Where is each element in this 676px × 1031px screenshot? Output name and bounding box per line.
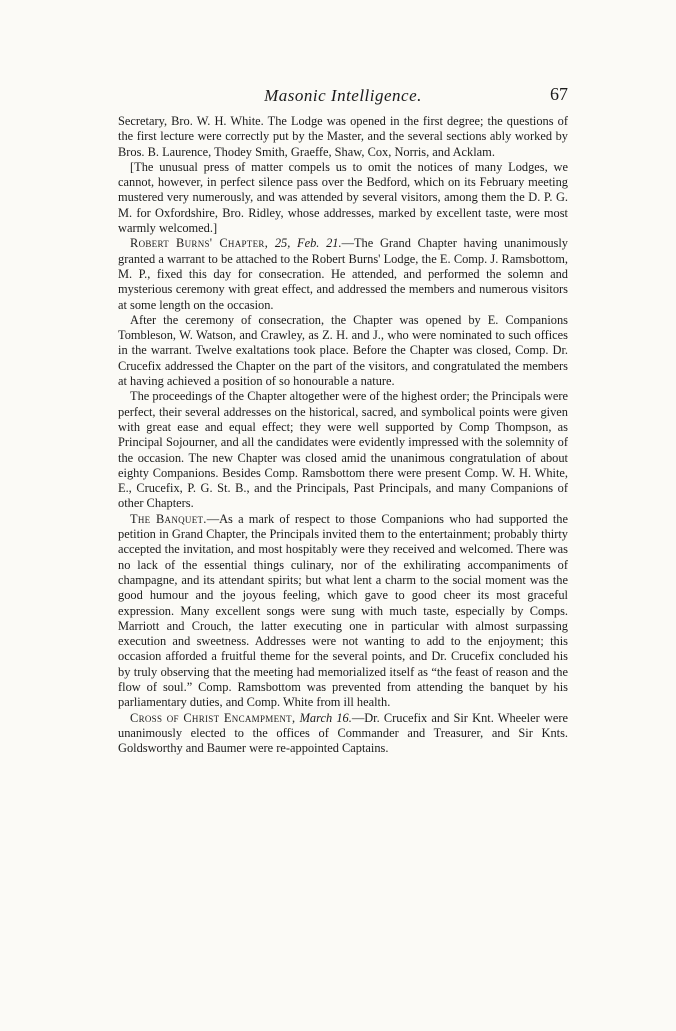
paragraph-consecration (118, 313, 568, 389)
page-number: 67 (550, 84, 568, 104)
paragraph-robert-burns-chapter (118, 236, 568, 312)
section-date: 25, Feb. 21. (274, 236, 342, 251)
document-page (118, 84, 568, 756)
paragraph-text: The proceedings of the Chapter altogether were of the highest order; the Principals were perfect, their several addresses on the historical, sacred, and symbolical points were given with great ease and equal effect; they were well supported by Comp Thompson, as Principal Sojourner, and all the candidates were evidently impressed with the solemnity of the occasion. The new Chapter was closed amid the unanimous congratulation of about eighty Companions. Besides Comp. Ramsbottom there were present Comp. W. H. White, E., Crucefix, P. G. St. B., and the Principals, Past Principals, and many Companions of other Chapters. (118, 389, 568, 511)
section-lead: Robert Burns' Chapter, (130, 236, 269, 251)
paragraph-text: After the ceremony of consecration, the Chapter was opened by E. Companions Tombleson, W. Watson, and Crawley, as Z. H. and J., who were nominated to such offices in the warrant. Twelve exaltations took place. Before the Chapter was closed, Comp. Dr. Crucefix addressed the Chapter on the part of the visitors, and congratulated the members at having achieved a position of so honourable a nature. (118, 312, 568, 389)
section-lead: The Banquet. (130, 511, 207, 526)
paragraph-lodge-secretary (118, 114, 568, 160)
paragraph-editorial-note (118, 160, 568, 236)
section-lead: Cross of Christ Encampment, (130, 710, 296, 725)
paragraph-text: —Dr. Crucefix and Sir Knt. Wheeler were unanimously elected to the offices of Commander and Treasurer, and Sir Knts. Goldsworthy and Baumer were re-appointed Captains. (118, 710, 568, 756)
paragraph-text: —As a mark of respect to those Companions who had supported the petition in Grand Chapter, the Principals invited them to the entertainment; probably thirty accepted the invitation, and most hospitably were they received and welcomed. There was no lack of the essential things culinary, nor of the exhilirating accompaniments of champagne, and its attendant spirits; but what lent a charm to the social moment was the good humour and the joyous feeling, which gave to good cheer its most graceful expression. Many excellent songs were sung with much taste, especially by Comps. Marriott and Crouch, the latter executing one in particular with almost surpassing execution and sweetness. Addresses were not wanting to add to the enjoyment; this occasion afforded a fruitful theme for the several points, and Dr. Crucefix concluded his by truly observing that the meeting had memorialized itself as “the feast of reason and the flow of soul.” Comp. Ramsbottom was prevented from attending the banquet by his parliamentary duties, and Comp. White from ill health. (118, 511, 568, 710)
section-date: March 16. (299, 710, 352, 725)
paragraph-proceedings (118, 389, 568, 511)
paragraph-banquet (118, 512, 568, 711)
paragraph-text: Secretary, Bro. W. H. White. The Lodge was opened in the first degree; the questions of the first lecture were correctly put by the Master, and the several sections ably worked by Bros. B. Laurence, Thodey Smith, Graeffe, Shaw, Cox, Norris, and Acklam. (118, 114, 568, 159)
page-header (118, 84, 568, 114)
paragraph-cross-of-christ-encampment (118, 711, 568, 757)
paragraph-text: —The Grand Chapter having unanimously granted a warrant to be attached to the Robert Burns' Lodge, the E. Comp. J. Ramsbottom, M. P., fixed this day for consecration. He attended, and performed the solemn and mysterious ceremony with great effect, and addressed the members and numerous visitors at some length on the occasion. (118, 236, 568, 312)
paragraph-text: [The unusual press of matter compels us to omit the notices of many Lodges, we cannot, however, in perfect silence pass over the Bedford, which on its February meeting mustered very numerously, and was attended by several visitors, among them the D. P. G. M. for Oxfordshire, Bro. Ridley, whose addresses, marked by excellent taste, were most warmly welcomed.] (118, 159, 568, 236)
running-title: Masonic Intelligence. (264, 86, 422, 105)
